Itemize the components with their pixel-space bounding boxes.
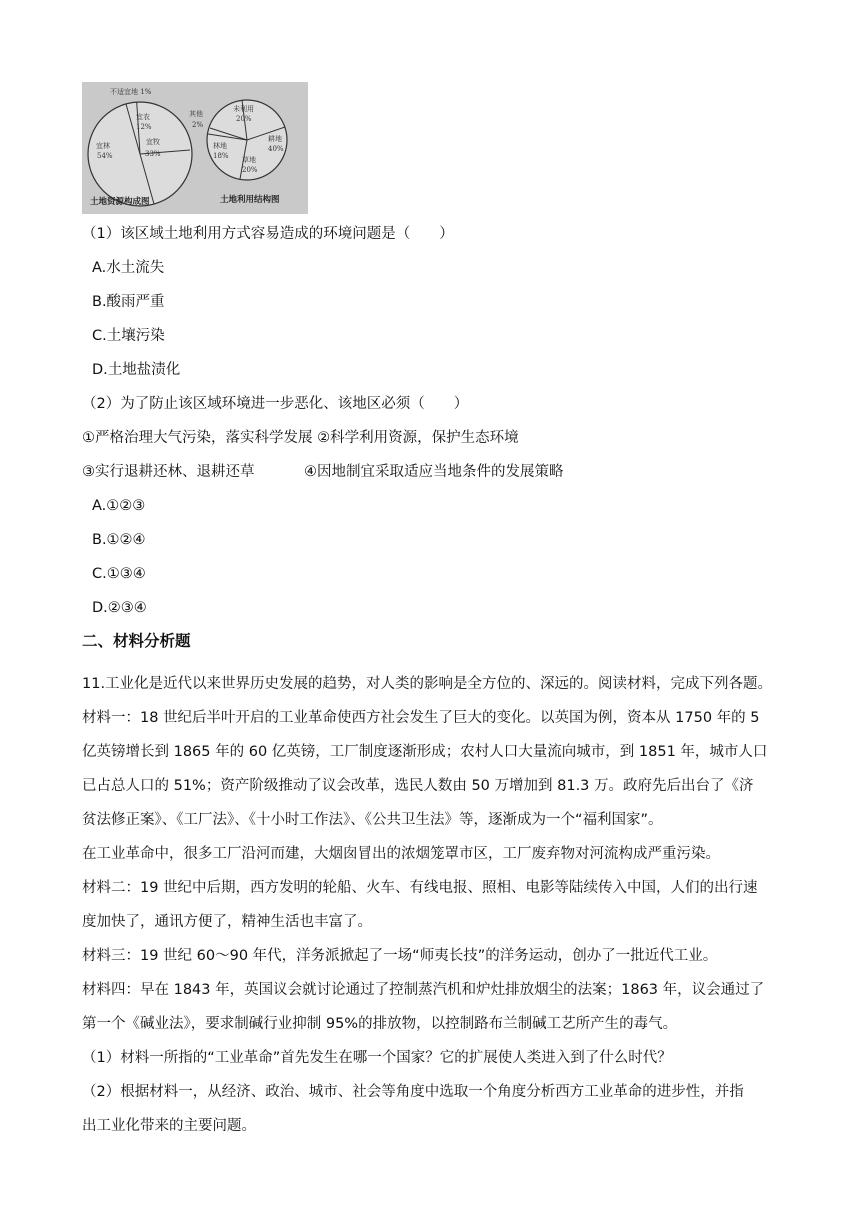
q2-stem: （2）为了防止该区域环境进一步恶化、该地区必须（ ） (82, 396, 469, 412)
slice-value: 2% (192, 121, 204, 129)
q11-line: 亿英镑增长到 1865 年的 60 亿英镑，工厂制度逐渐形成；农村人口大量流向城市，到 1851 年，城市人口 (82, 744, 768, 760)
q2-option-d[interactable]: D.②③④ (92, 600, 147, 616)
q11-line: 度加快了，通讯方便了，精神生活也丰富了。 (82, 914, 372, 930)
q11-line: 贫法修正案》、《工厂法》、《十小时工作法》、《公共卫生法》等，逐渐成为一个“福利国家”。 (82, 812, 663, 828)
slice-label: 草地 (242, 156, 256, 164)
slice-label: 宜牧 (146, 138, 160, 146)
q11-line: 材料一：18 世纪后半叶开启的工业革命使西方社会发生了巨大的变化。以英国为例，资本从 1750 年的 5 (82, 710, 760, 726)
slice-value: 20% (236, 115, 252, 123)
slice-value: 12% (136, 123, 152, 131)
right-chart-caption: 土地利用结构图 (220, 195, 280, 205)
q11-line: 已占总人口的 51%；资产阶级推动了议会改革，选民人数由 50 万增加到 81.3 万。政府先后出台了《济 (82, 778, 754, 794)
section-title: 二、材料分析题 (82, 632, 191, 650)
q11-subquestion-1: （1）材料一所指的“工业革命”首先发生在哪一个国家？它的扩展使人类进入到了什么时代？ (82, 1050, 672, 1066)
slice-label: 不适宜地 1% (110, 88, 152, 96)
slice-label: 未利用 (233, 105, 254, 113)
slice-label: 耕地 (268, 135, 282, 143)
q2-item-3: ③实行退耕还林、退耕还草 (82, 464, 255, 480)
land-pie-charts (82, 82, 308, 214)
q2-items-row1: ①严格治理大气污染，落实科学发展 ②科学利用资源，保护生态环境 (82, 430, 519, 446)
land-pie-figure (82, 82, 308, 214)
slice-value: 54% (97, 152, 113, 160)
q2-option-c[interactable]: C.①③④ (92, 566, 146, 582)
q1-option-b[interactable]: B.酸雨严重 (92, 294, 165, 310)
slice-value: 18% (213, 152, 229, 160)
q11-line: 材料二：19 世纪中后期，西方发明的轮船、火车、有线电报、照相、电影等陆续传入中国，人们的出行速 (82, 880, 758, 896)
q11-line: 第一个《碱业法》，要求制碱行业抑制 95%的排放物，以控制路布兰制碱工艺所产生的毒气。 (82, 1016, 678, 1032)
q11-line: 出工业化带来的主要问题。 (82, 1118, 256, 1134)
q1-option-a[interactable]: A.水土流失 (92, 260, 165, 276)
slice-value: 33% (145, 150, 161, 158)
slice-value: 40% (268, 145, 284, 153)
left-chart-caption: 土地资源构成图 (90, 197, 150, 207)
q11-line: 材料三：19 世纪 60～90 年代，洋务派掀起了一场“师夷长技”的洋务运动，创办了一批近代工业。 (82, 948, 718, 964)
q11-line: 11.工业化是近代以来世界历史发展的趋势，对人类的影响是全方位的、深远的。阅读材料，完成下列各题。 (82, 676, 773, 692)
slice-value: 20% (242, 166, 258, 174)
q11-subquestion-2: （2）根据材料一，从经济、政治、城市、社会等角度中选取一个角度分析西方工业革命的进步性，并指 (82, 1084, 744, 1100)
slice-label: 其他 (189, 110, 203, 118)
q2-item-4: ④因地制宜采取适应当地条件的发展策略 (304, 464, 564, 480)
q2-option-b[interactable]: B.①②④ (92, 532, 146, 548)
slice-label: 宜农 (136, 113, 150, 121)
q1-option-d[interactable]: D.土地盐渍化 (92, 362, 181, 378)
q11-line: 在工业革命中，很多工厂沿河而建，大烟囱冒出的浓烟笼罩市区，工厂废弃物对河流构成严重污染。 (82, 846, 720, 862)
q11-line: 材料四：早在 1843 年，英国议会就讨论通过了控制蒸汽机和炉灶排放烟尘的法案；1863 年，议会通过了 (82, 982, 765, 998)
slice-label: 宜林 (96, 142, 110, 150)
q1-option-c[interactable]: C.土壤污染 (92, 328, 165, 344)
q1-stem: （1）该区域土地利用方式容易造成的环境问题是（ ） (82, 226, 454, 242)
q2-option-a[interactable]: A.①②③ (92, 498, 146, 514)
slice-label: 林地 (213, 142, 227, 150)
